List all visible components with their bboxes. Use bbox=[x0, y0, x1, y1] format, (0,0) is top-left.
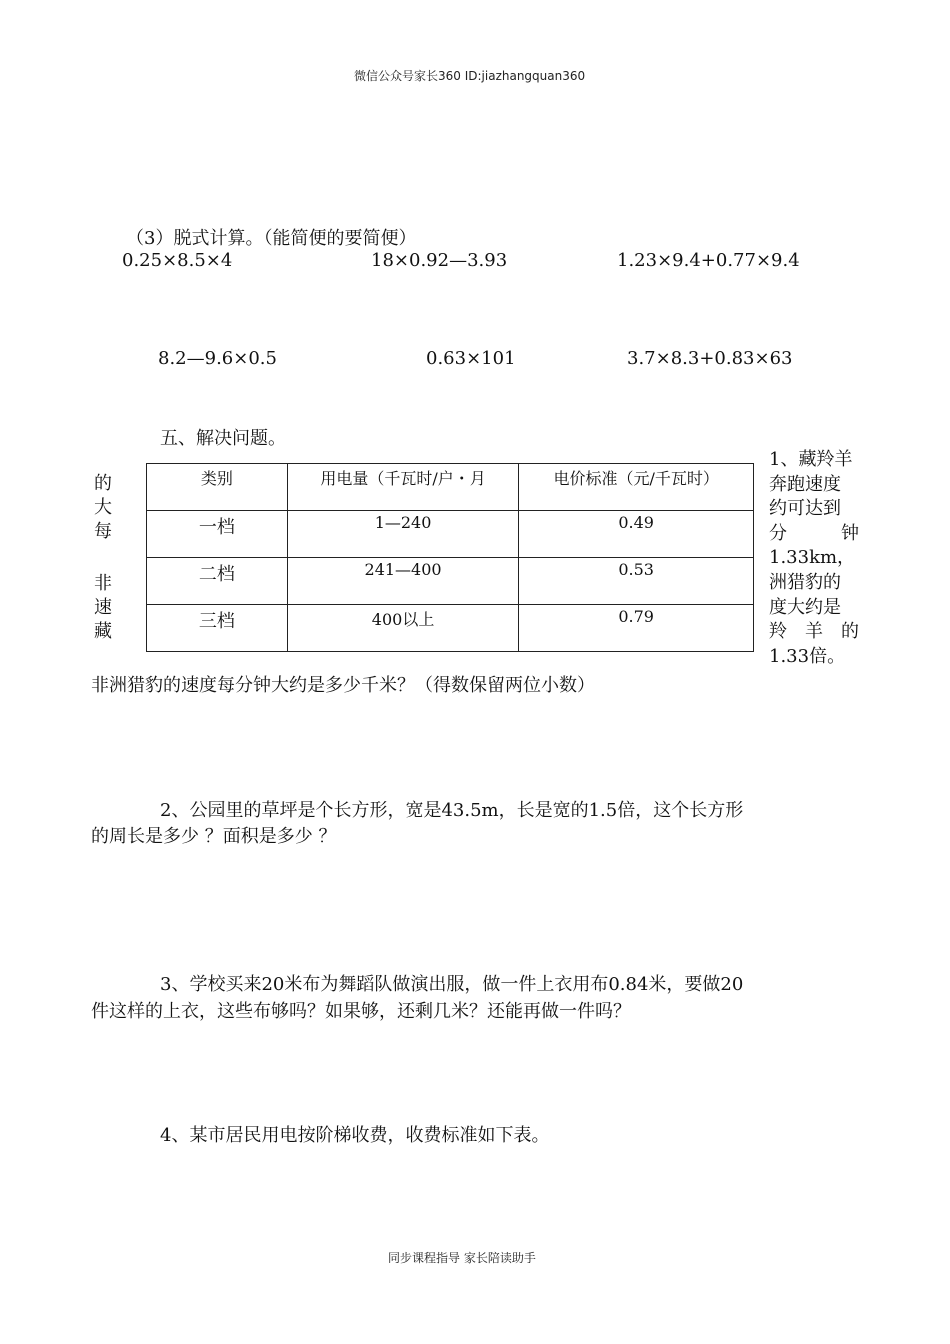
table-header: 类别 bbox=[147, 464, 288, 511]
table-cell: 0.53 bbox=[519, 558, 754, 605]
q1-side-line: 洲猎豹的 bbox=[769, 571, 841, 593]
expr-3: 1.23×9.4+0.77×9.4 bbox=[617, 250, 800, 271]
q3-line-2: 件这样的上衣，这些布够吗？如果够，还剩几米？还能再做一件吗？ bbox=[91, 1001, 631, 1022]
q1-side-line: 奔跑速度 bbox=[769, 473, 841, 495]
expr-4: 8.2—9.6×0.5 bbox=[158, 348, 277, 369]
table-cell: 一档 bbox=[147, 511, 288, 558]
left-fragment-col-2 bbox=[91, 572, 115, 644]
table-cell: 0.49 bbox=[519, 511, 754, 558]
page-header: 微信公众号家长360 ID:jiazhangquan360 bbox=[354, 69, 586, 83]
section3-title: （3）脱式计算。（能简便的要简便） bbox=[126, 228, 417, 249]
q1-side-text bbox=[769, 448, 859, 669]
left-fragment: 每 bbox=[94, 521, 112, 542]
left-fragment: 非 bbox=[94, 573, 112, 594]
table-header: 电价标准（元/千瓦时） bbox=[519, 464, 754, 511]
table-header-row bbox=[147, 464, 754, 511]
expr-5: 0.63×101 bbox=[426, 348, 516, 369]
q2-line-1: 2、公园里的草坪是个长方形，宽是43.5m，长是宽的1.5倍，这个长方形 bbox=[160, 800, 744, 821]
q1-side-word: 羊 bbox=[805, 621, 823, 643]
table-cell: 241—400 bbox=[287, 558, 519, 605]
table-cell: 二档 bbox=[147, 558, 288, 605]
expr-1: 0.25×8.5×4 bbox=[122, 250, 233, 271]
q2-line-2: 的周长是多少 ？面积是多少 ？ bbox=[91, 826, 337, 847]
expr-6: 3.7×8.3+0.83×63 bbox=[627, 348, 793, 369]
table-cell: 400以上 bbox=[287, 605, 519, 652]
q1-side-word: 羚 bbox=[769, 621, 787, 643]
left-fragment: 藏 bbox=[94, 621, 112, 642]
left-fragment: 大 bbox=[94, 497, 112, 518]
left-fragment: 的 bbox=[94, 473, 112, 494]
q1-side-word: 分 bbox=[769, 522, 787, 544]
q3-line-1: 3、学校买来20米布为舞蹈队做演出服，做一件上衣用布0.84米，要做20 bbox=[160, 974, 744, 995]
table-row bbox=[147, 558, 754, 605]
q1-side-line: 1.33km， bbox=[769, 547, 856, 569]
table-header: 用电量（千瓦时/户・月 bbox=[287, 464, 519, 511]
tariff-table bbox=[146, 463, 754, 652]
q1-side-line: 度大约是 bbox=[769, 596, 841, 618]
q4-text: 4、某市居民用电按阶梯收费，收费标准如下表。 bbox=[160, 1125, 550, 1146]
section5-title: 五、解决问题。 bbox=[160, 428, 286, 449]
q1-side-word: 钟 bbox=[841, 522, 859, 544]
table-row bbox=[147, 605, 754, 652]
table-cell: 0.79 bbox=[519, 605, 754, 652]
table-cell: 三档 bbox=[147, 605, 288, 652]
page-footer: 同步课程指导 家长陪读助手 bbox=[388, 1251, 536, 1265]
left-fragment: 速 bbox=[94, 597, 112, 618]
table-cell: 1—240 bbox=[287, 511, 519, 558]
q1-side-word: 的 bbox=[841, 621, 859, 643]
q1-side-line: 1、藏羚羊 bbox=[769, 449, 853, 470]
q1-question: 非洲猎豹的速度每分钟大约是多少千米？（得数保留两位小数） bbox=[91, 675, 595, 696]
expr-2: 18×0.92—3.93 bbox=[371, 250, 508, 271]
table-row bbox=[147, 511, 754, 558]
left-fragment-col-1 bbox=[91, 472, 115, 544]
q1-side-line: 1.33倍。 bbox=[769, 645, 846, 667]
q1-side-line: 约可达到 bbox=[769, 498, 841, 520]
